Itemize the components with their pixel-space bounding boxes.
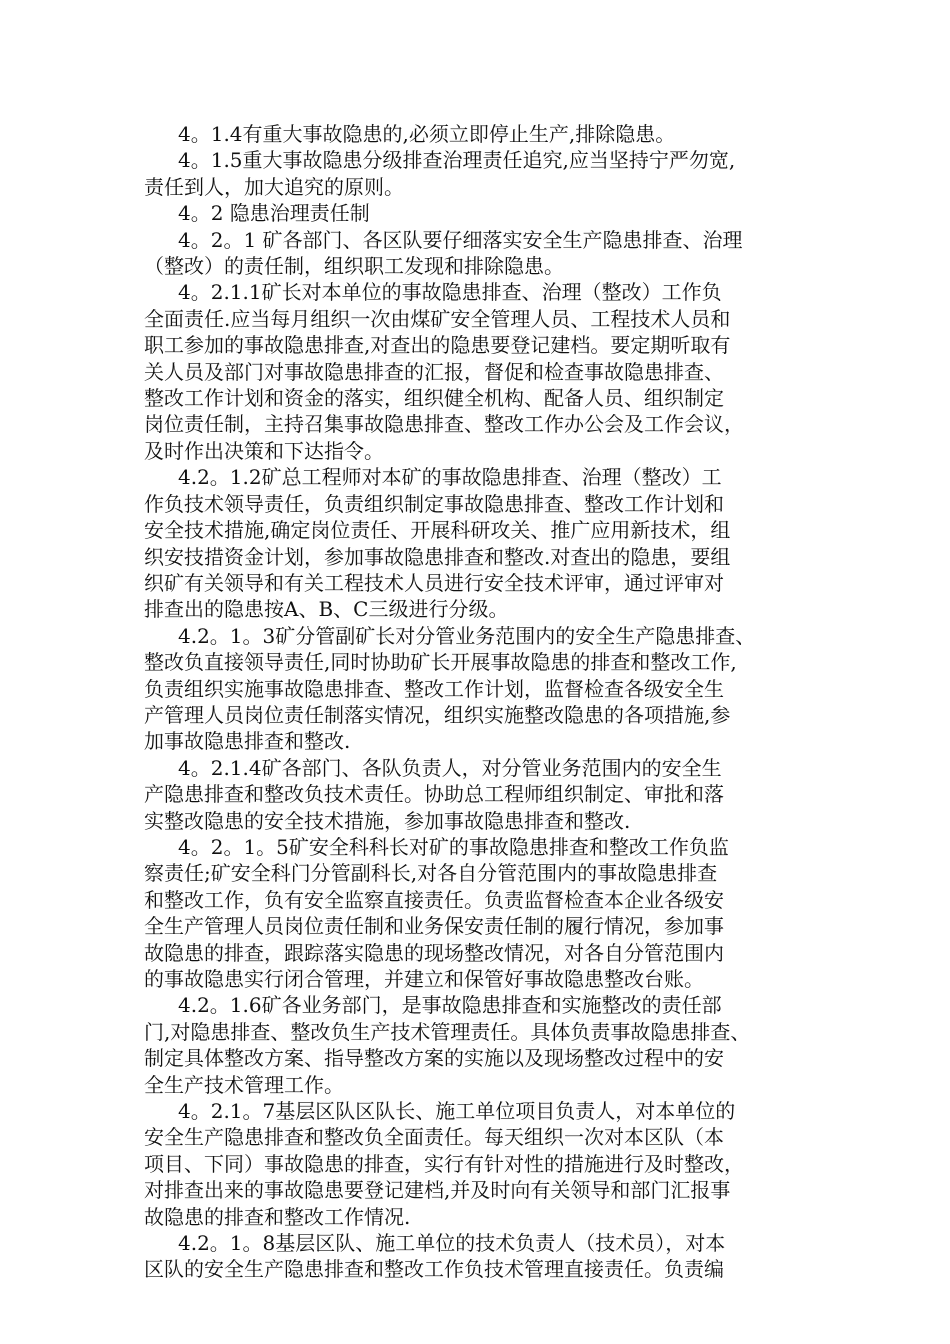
text-line: 4.2。1.2矿总工程师对本矿的事故隐患排查、治理（整改）工 <box>178 465 722 490</box>
text-line: 责任到人，加大追究的原则。 <box>144 174 404 199</box>
paragraph <box>144 279 824 464</box>
text-line: 4。2.1。7基层区队区队长、施工单位项目负责人，对本单位的 <box>178 1099 736 1124</box>
text-line: 负责组织实施事故隐患排查、整改工作计划，监督检查各级安全生 <box>144 676 724 701</box>
text-line: 4.2。1.6矿各业务部门，是事故隐患排查和实施整改的责任部 <box>178 993 722 1018</box>
paragraph <box>144 834 824 992</box>
document-body <box>144 121 824 1283</box>
text-line: 产管理人员岗位责任制落实情况，组织实施整改隐患的各项措施,参 <box>144 702 731 727</box>
text-line: 4。2。1 矿各部门、各区队要仔细落实安全生产隐患排查、治理 <box>178 227 743 252</box>
paragraph <box>144 1230 824 1283</box>
text-line: 故隐患的排查，跟踪落实隐患的现场整改情况，对各自分管范围内 <box>144 940 724 965</box>
text-line: 区队的安全生产隐患排查和整改工作负技术管理直接责任。负责编 <box>144 1257 724 1282</box>
text-line: 的事故隐患实行闭合管理，并建立和保管好事故隐患整改台账。 <box>144 967 704 991</box>
text-line: 安全生产隐患排查和整改负全面责任。每天组织一次对本区队（本 <box>144 1125 724 1150</box>
text-line: 排查出的隐患按A、B、C三级进行分级。 <box>144 597 509 622</box>
text-line: 4。2.1.1矿长对本单位的事故隐患排查、治理（整改）工作负 <box>178 280 722 305</box>
paragraph <box>144 227 824 280</box>
text-line: 制定具体整改方案、指导整改方案的实施以及现场整改过程中的安 <box>144 1046 724 1071</box>
text-line: 产隐患排查和整改负技术责任。协助总工程师组织制定、审批和落 <box>144 782 724 807</box>
text-line: 4.2。1。8基层区队、施工单位的技术负责人（技术员），对本 <box>178 1231 726 1256</box>
text-line: 全生产技术管理工作。 <box>144 1072 344 1097</box>
text-line: 项目、下同）事故隐患的排查，实行有针对性的措施进行及时整改， <box>144 1151 744 1176</box>
text-line: 对排查出来的事故隐患要登记建档,并及时向有关领导和部门汇报事 <box>144 1178 731 1203</box>
text-line: 织安技措资金计划，参加事故隐患排查和整改.对查出的隐患，要组 <box>144 544 731 569</box>
text-line: 职工参加的事故隐患排查,对查出的隐患要登记建档。要定期听取有 <box>144 333 731 358</box>
text-line: 4。1.4有重大事故隐患的,必须立即停止生产,排除隐患。 <box>178 122 676 146</box>
text-line: 4。2 隐患治理责任制 <box>178 201 370 226</box>
paragraph <box>144 121 824 147</box>
text-line: 实整改隐患的安全技术措施，参加事故隐患排查和整改. <box>144 808 631 833</box>
paragraph <box>144 147 824 200</box>
text-line: 4。1.5重大事故隐患分级排查治理责任追究,应当坚持宁严勿宽, <box>178 148 736 173</box>
text-line: 全生产管理人员岗位责任制和业务保安责任制的履行情况，参加事 <box>144 914 724 939</box>
text-line: 整改工作计划和资金的落实，组织健全机构、配备人员、组织制定 <box>144 386 724 411</box>
text-line: 关人员及部门对事故隐患排查的汇报，督促和检查事故隐患排查、 <box>144 359 724 384</box>
text-line: 全面责任.应当每月组织一次由煤矿安全管理人员、工程技术人员和 <box>144 306 731 331</box>
paragraph <box>144 623 824 755</box>
text-line: 加事故隐患排查和整改. <box>144 729 351 754</box>
paragraph <box>144 992 824 1098</box>
text-line: 织矿有关领导和有关工程技术人员进行安全技术评审，通过评审对 <box>144 570 724 595</box>
paragraph <box>144 464 824 622</box>
text-line: 及时作出决策和下达指令。 <box>144 438 384 463</box>
text-line: 门,对隐患排查、整改负生产技术管理责任。具体负责事故隐患排查、 <box>144 1019 751 1044</box>
text-line: 和整改工作，负有安全监察直接责任。负责监督检查本企业各级安 <box>144 887 724 912</box>
paragraph <box>144 1098 824 1230</box>
text-line: 4.2。1。3矿分管副矿长对分管业务范围内的安全生产隐患排查、 <box>178 623 756 648</box>
text-line: 作负技术领导责任，负责组织制定事故隐患排查、整改工作计划和 <box>144 491 724 516</box>
text-line: 察责任;矿安全科门分管副科长,对各自分管范围内的事故隐患排查 <box>144 861 718 886</box>
text-line: 故隐患的排查和整改工作情况. <box>144 1204 411 1229</box>
text-line: 4。2.1.4矿各部门、各队负责人，对分管业务范围内的安全生 <box>178 755 722 780</box>
text-line: 整改负直接领导责任,同时协助矿长开展事故隐患的排查和整改工作, <box>144 650 737 675</box>
paragraph <box>144 755 824 834</box>
text-line: 安全技术措施,确定岗位责任、开展科研攻关、推广应用新技术，组 <box>144 518 731 543</box>
text-line: （整改）的责任制，组织职工发现和排除隐患。 <box>144 254 564 279</box>
text-line: 4。2。1。5矿安全科科长对矿的事故隐患排查和整改工作负监 <box>178 834 729 859</box>
text-line: 岗位责任制，主持召集事故隐患排查、整改工作办公会及工作会议， <box>144 412 744 437</box>
paragraph <box>144 200 824 226</box>
